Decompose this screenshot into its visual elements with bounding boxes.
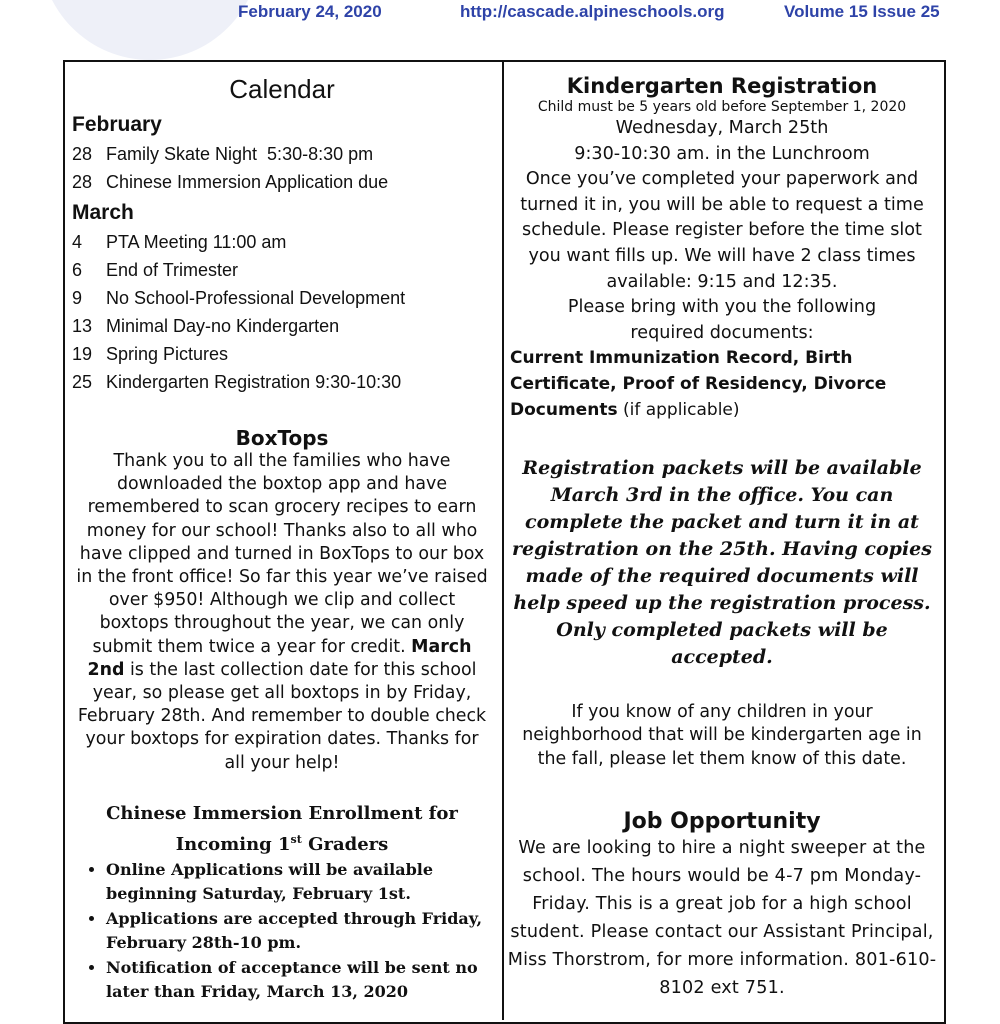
kindergarten-heading: Kindergarten Registration — [566, 74, 878, 98]
registration-packets-note: Registration packets will be available March 3rd in the office. You can complete the packet and turn it in at registration on the 25th. Having copies made of the required documents will help speed up the registration process. Only completed packets will be accepted. — [512, 457, 932, 669]
masthead — [0, 0, 1000, 28]
chinese-heading-sup: st — [290, 832, 302, 846]
documents-tail: (if applicable) — [617, 399, 740, 420]
job-description: We are looking to hire a night sweeper at the school. The hours would be 4-7 pm Monday-Friday. This is a great job for a high school student. Please contact our Assistant Principal, Miss Thorstrom, for more information. 801-610-8102 ext 751. — [507, 837, 937, 998]
calendar-event — [72, 140, 498, 168]
column-divider — [502, 60, 504, 1020]
calendar-title: Calendar — [229, 74, 335, 104]
event-text: Spring Pictures — [106, 344, 229, 364]
chinese-heading-text: Chinese Immersion Enrollment for Incoming 1 — [106, 802, 458, 855]
calendar-event — [72, 284, 498, 312]
event-day: 28 — [72, 144, 93, 164]
calendar-event — [72, 312, 498, 340]
chinese-heading-tail: Graders — [301, 833, 389, 855]
event-text: Minimal Day-no Kindergarten — [106, 316, 340, 336]
registration-paragraph: Once you’ve completed your paperwork and turned it in, you will be able to request a time schedule. Please register before the time slot you want fills up. We will have 2 class times available: 9:15 and 12:35. — [520, 169, 924, 292]
registration-time: 9:30-10:30 am. in the Lunchroom — [574, 143, 870, 164]
volume-issue: Volume 15 Issue 25 — [784, 2, 940, 21]
event-text: End of Trimester — [106, 260, 239, 280]
event-day: 19 — [72, 344, 93, 364]
boxtops-text — [66, 450, 498, 775]
required-documents — [506, 346, 938, 423]
calendar-event — [72, 168, 498, 196]
calendar-event — [72, 228, 498, 256]
event-text: Family Skate Night 5:30-8:30 pm — [106, 144, 374, 164]
list-item: • Online Applications will be available beginning Saturday, February 1st. — [106, 858, 498, 906]
chinese-immersion-list — [66, 858, 498, 1004]
list-item: • Notification of acceptance will be sent no later than Friday, March 13, 2020 — [106, 956, 498, 1004]
bring-documents: Please bring with you the following required documents: — [567, 297, 877, 343]
event-day: 28 — [72, 172, 93, 192]
month-heading: February — [72, 113, 162, 136]
month-heading: March — [72, 201, 134, 224]
event-day: 25 — [72, 372, 93, 392]
neighbors-note: If you know of any children in your neighborhood that will be kindergarten age in the fall, please let them know of this date. — [522, 702, 922, 769]
chinese-immersion-heading — [66, 801, 498, 858]
job-heading: Job Opportunity — [623, 808, 821, 834]
documents-list: Current Immunization Record, Birth Certificate, Proof of Residency, Divorce Documents — [510, 348, 887, 420]
calendar-event — [72, 340, 498, 368]
event-day: 13 — [72, 316, 93, 336]
event-day: 4 — [72, 232, 83, 252]
event-text: No School-Professional Development — [106, 288, 406, 308]
right-column — [506, 62, 938, 1002]
boxtops-heading: BoxTops — [235, 426, 329, 450]
left-column — [66, 62, 498, 1005]
boxtops-para-b: is the last collection date for this school year, so please get all boxtops in by Friday, February 28th. And remember to double check your boxtops for expiration dates. Thanks for all your help! — [77, 659, 487, 773]
event-text: Kindergarten Registration 9:30-10:30 — [106, 372, 402, 392]
boxtops-para-a: Thank you to all the families who have downloaded the boxtop app and have remembered to scan grocery recipes to earn money for our school! Thanks also to all who have clipped and turned in BoxTops to our box in the front office! So far this year we’ve raised over $950! Although we clip and collect boxtops throughout the year, we can only submit them twice a year for credit. — [76, 451, 488, 657]
calendar-event — [72, 368, 498, 396]
event-day: 9 — [72, 288, 83, 308]
issue-date: February 24, 2020 — [238, 2, 382, 21]
registration-date: Wednesday, March 25th — [615, 118, 829, 138]
event-text: PTA Meeting 11:00 am — [106, 232, 287, 252]
list-item: • Applications are accepted through Friday, February 28th-10 pm. — [106, 907, 498, 955]
age-requirement: Child must be 5 years old before September 1, 2020 — [537, 99, 907, 115]
calendar-event — [72, 256, 498, 284]
boxtops-bold-date: March 2nd — [87, 636, 472, 680]
school-url-link[interactable]: http://cascade.alpineschools.org — [460, 2, 725, 21]
event-text: Chinese Immersion Application due — [106, 172, 389, 192]
event-day: 6 — [72, 260, 83, 280]
